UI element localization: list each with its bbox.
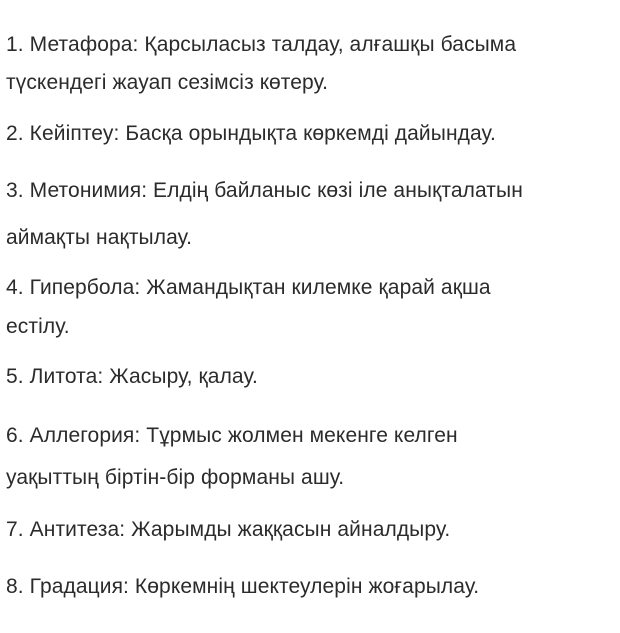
item-5-line-1: 5. Литота: Жасыру, қалау. xyxy=(6,365,258,388)
item-2-line-1: 2. Кейіптеу: Басқа орындықта көркемді дайындау. xyxy=(6,122,496,145)
item-3-line-1: 3. Метонимия: Елдің байланыс көзі іле анықталатын xyxy=(6,179,523,202)
item-6-line-1: 6. Аллегория: Тұрмыс жолмен мекенге келген xyxy=(6,424,458,447)
item-1-line-1: 1. Метафора: Қарсыласыз талдау, алғашқы басыма xyxy=(6,33,517,56)
item-6-line-2: уақыттың біртін-бір форманы ашу. xyxy=(6,466,345,489)
item-7-line-1: 7. Антитеза: Жарымды жаққасын айналдыру. xyxy=(6,518,451,541)
item-4-line-2: естілу. xyxy=(6,315,70,338)
item-3-line-2: аймақты нақтылау. xyxy=(6,226,193,249)
item-4-line-1: 4. Гипербола: Жамандықтан килемке қарай ақша xyxy=(6,276,491,299)
item-8-line-1: 8. Градация: Көркемнің шектеулерін жоғарылау. xyxy=(6,575,480,598)
item-1-line-2: түскендегі жауап сезімсіз көтеру. xyxy=(6,71,329,94)
